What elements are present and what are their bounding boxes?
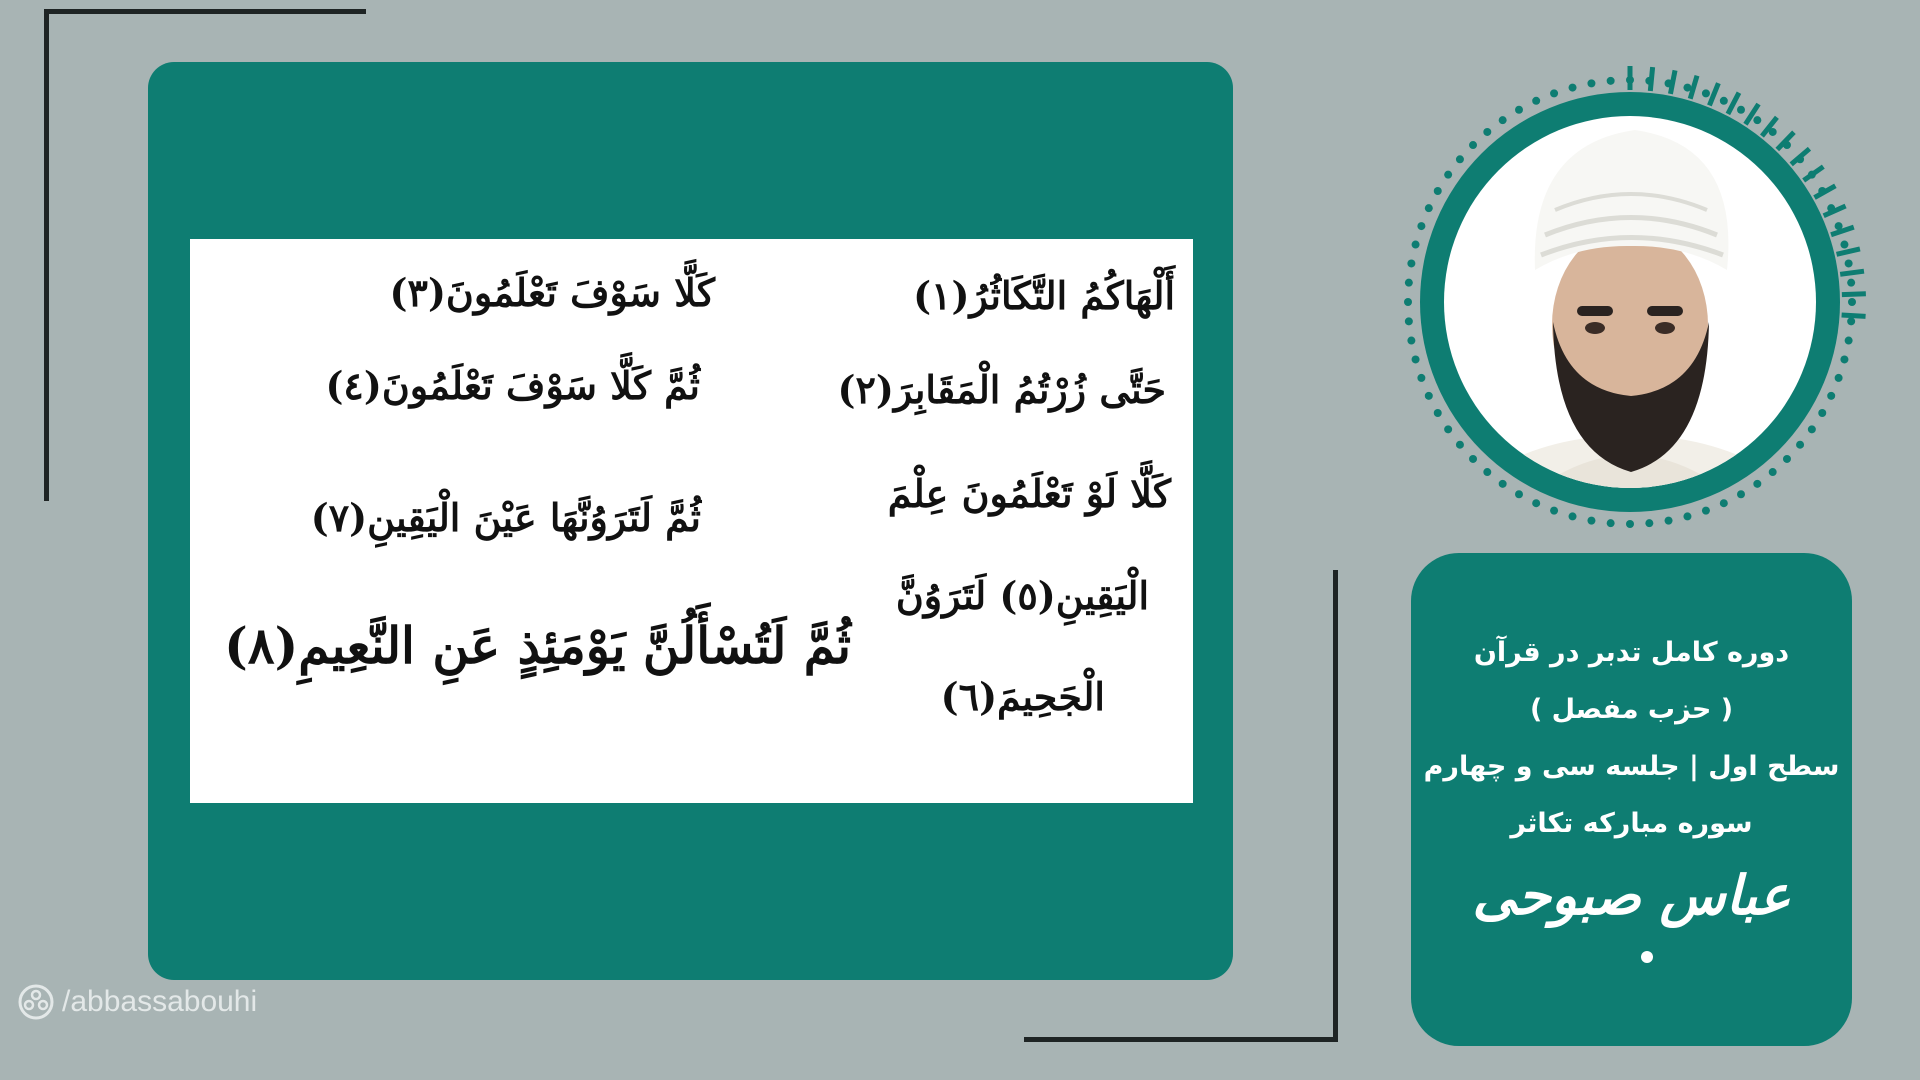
speaker-portrait	[1395, 60, 1875, 530]
ring-dot	[1626, 520, 1634, 528]
ring-tick	[1815, 186, 1836, 198]
instagram-icon	[16, 982, 56, 1022]
ring-dot	[1425, 204, 1433, 212]
verse-8: ثُمَّ لَتُسْأَلُنَّ يَوْمَئِذٍ عَنِ النَّعِيمِ(٨)	[224, 616, 851, 675]
ring-dot	[1444, 425, 1452, 433]
ring-dot	[1847, 279, 1855, 287]
bottom-right-corner-horizontal-line	[1024, 1037, 1338, 1042]
surah-label: سوره مبارکه تکاثر	[1510, 808, 1753, 839]
ring-dot	[1569, 512, 1577, 520]
ring-dot	[1835, 374, 1843, 382]
ring-dot	[1404, 298, 1412, 306]
ring-dot	[1683, 512, 1691, 520]
ring-tick	[1837, 249, 1860, 254]
ring-dot	[1405, 279, 1413, 287]
ring-dot	[1532, 97, 1540, 105]
ring-dot	[1499, 116, 1507, 124]
ring-dot	[1702, 507, 1710, 515]
ring-dot	[1417, 374, 1425, 382]
ring-dot	[1569, 84, 1577, 92]
ring-dot	[1499, 480, 1507, 488]
ring-dot	[1720, 97, 1728, 105]
ring-dot	[1444, 171, 1452, 179]
ring-dot	[1469, 141, 1477, 149]
ring-dot	[1702, 89, 1710, 97]
ring-tick	[1842, 315, 1866, 316]
ring-dot	[1456, 155, 1464, 163]
verse-4: ثُمَّ كَلَّا سَوْفَ تَعْلَمُونَ(٤)	[325, 363, 700, 408]
ring-dot	[1818, 409, 1826, 417]
ring-dot	[1469, 455, 1477, 463]
social-watermark	[16, 982, 257, 1022]
ring-dot	[1587, 79, 1595, 87]
ring-tick	[1650, 67, 1652, 91]
ring-dot	[1407, 337, 1415, 345]
ring-dot	[1456, 441, 1464, 449]
ring-dot	[1407, 259, 1415, 267]
ring-tick	[1804, 167, 1824, 181]
course-info-panel	[1411, 553, 1852, 1046]
ring-dot	[1665, 517, 1673, 525]
ring-tick	[1840, 271, 1864, 274]
ring-dot	[1405, 317, 1413, 325]
verse-6: الْجَحِيمَ(٦)	[940, 674, 1105, 719]
ring-dot	[1550, 507, 1558, 515]
ring-dot	[1425, 392, 1433, 400]
ring-dot	[1848, 298, 1856, 306]
ring-dot	[1550, 89, 1558, 97]
ring-tick	[1670, 70, 1675, 94]
ring-dot	[1412, 355, 1420, 363]
verse-5-line-1: كَلَّا لَوْ تَعْلَمُونَ عِلْمَ	[887, 471, 1171, 516]
bottom-right-corner-vertical-line	[1333, 570, 1338, 1042]
watermark-handle: /abbassabouhi	[62, 985, 258, 1018]
session-label: سطح اول | جلسه سی و چهارم	[1423, 751, 1840, 782]
ring-dot	[1532, 499, 1540, 507]
ring-dot	[1796, 441, 1804, 449]
ring-dot	[1753, 480, 1761, 488]
signature-dot	[1641, 951, 1653, 963]
ring-dot	[1783, 455, 1791, 463]
course-title: دوره کامل تدبر در قرآن	[1473, 637, 1790, 668]
ring-tick	[1842, 294, 1866, 295]
ring-tick	[1709, 83, 1718, 105]
verse-card	[190, 239, 1193, 803]
top-left-corner-horizontal-line	[44, 9, 366, 14]
ring-dot	[1607, 519, 1615, 527]
ring-dot	[1847, 317, 1855, 325]
ring-dot	[1483, 468, 1491, 476]
ring-dot	[1737, 106, 1745, 114]
ring-dot	[1827, 392, 1835, 400]
ring-dot	[1434, 187, 1442, 195]
ring-dot	[1515, 490, 1523, 498]
ring-dot	[1753, 116, 1761, 124]
ring-dot	[1412, 241, 1420, 249]
ring-dot	[1845, 337, 1853, 345]
ring-dot	[1607, 77, 1615, 85]
verse-3: كَلَّا سَوْفَ تَعْلَمُونَ(٣)	[389, 270, 715, 315]
ring-dot	[1808, 425, 1816, 433]
verse-1: أَلْهَاكُمُ التَّكَاثُرُ(١)	[913, 273, 1175, 318]
ring-dot	[1720, 499, 1728, 507]
verse-2: حَتَّى زُرْتُمُ الْمَقَابِرَ(٢)	[837, 367, 1166, 412]
ring-dot	[1645, 519, 1653, 527]
ring-dot	[1515, 106, 1523, 114]
ring-dot	[1483, 128, 1491, 136]
ring-dot	[1840, 355, 1848, 363]
speaker-signature: عباس صبوحی	[1472, 863, 1791, 927]
ring-dot	[1587, 517, 1595, 525]
ring-dot	[1769, 468, 1777, 476]
verse-5-line-2: الْيَقِينِ(٥) لَتَرَوُنَّ	[895, 573, 1149, 618]
portrait-ring	[1395, 60, 1875, 530]
top-left-corner-vertical-line	[44, 9, 49, 501]
ring-dot	[1845, 259, 1853, 267]
ring-dot	[1417, 222, 1425, 230]
ring-dot	[1434, 409, 1442, 417]
ring-dot	[1737, 490, 1745, 498]
ring-tick	[1831, 227, 1854, 235]
ring-dot	[1840, 241, 1848, 249]
verse-7: ثُمَّ لَتَرَوُنَّهَا عَيْنَ الْيَقِينِ(٧)	[310, 495, 701, 540]
course-subtitle: ( حزب مفصل )	[1529, 694, 1734, 725]
ring-tick	[1690, 76, 1697, 99]
